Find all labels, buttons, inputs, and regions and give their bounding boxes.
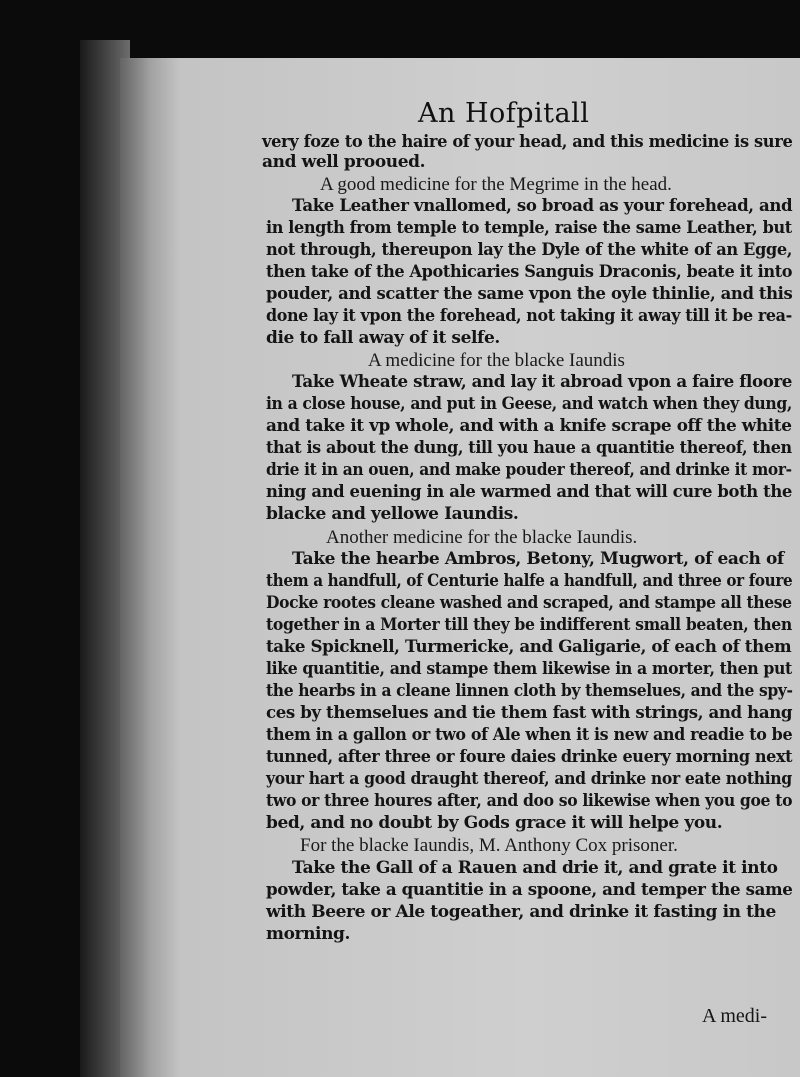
text-line: and take it vp whole, and with a knife scrape off the white [266, 416, 792, 436]
text-line: the hearbs in a cleane linnen cloth by themselues, and the spy- [266, 681, 793, 701]
text-line: Take Leather vnallomed, so broad as your forehead, and [292, 196, 793, 216]
text-line: in a close house, and put in Geese, and watch when they dung, [266, 394, 792, 414]
text-line: blacke and yellowe Iaundis. [266, 504, 519, 524]
text-line: together in a Morter till they be indifferent small beaten, then [266, 615, 792, 635]
text-line: not through, thereupon lay the Dyle of the white of an Egge, [266, 240, 793, 260]
text-line: with Beere or Ale togeather, and drinke it fasting in the [266, 902, 776, 922]
text-line: powder, take a quantitie in a spoone, and temper the same [266, 880, 793, 900]
text-line: them in a gallon or two of Ale when it is new and readie to be [266, 725, 793, 745]
text-line: done lay it vpon the forehead, not taking it away till it be rea- [266, 306, 792, 326]
heading-line: A medicine for the blacke Iaundis [368, 350, 625, 371]
text-line: and well prooued. [262, 152, 426, 172]
text-line: that is about the dung, till you haue a quantitie thereof, then [266, 438, 792, 458]
text-line: ning and euening in ale warmed and that will cure both the [266, 482, 792, 502]
text-line: ces by themselues and tie them fast with strings, and hang [266, 703, 793, 723]
heading-line: Another medicine for the blacke Iaundis. [326, 527, 638, 548]
text-line: in length from temple to temple, raise the same Leather, but [266, 218, 792, 238]
running-head: An Hofpitall [418, 98, 590, 129]
text-line: two or three houres after, and doo so likewise when you goe to [266, 791, 793, 811]
heading-line: A good medicine for the Megrime in the head. [320, 174, 672, 195]
text-line: Take Wheate straw, and lay it abroad vpon a faire floore [292, 372, 793, 392]
text-line: Docke rootes cleane washed and scraped, and stampe all these [266, 593, 792, 613]
text-line: Take the Gall of a Rauen and drie it, and grate it into [292, 858, 778, 878]
text-line: pouder, and scatter the same vpon the oyle thinlie, and this [266, 284, 793, 304]
text-line: tunned, after three or foure daies drinke euery morning next [266, 747, 793, 767]
text-line: then take of the Apothicaries Sanguis Draconis, beate it into [266, 262, 793, 282]
text-line: morning. [266, 924, 351, 944]
text-line: like quantitie, and stampe them likewise in a morter, then put [266, 659, 792, 679]
text-line: your hart a good draught thereof, and drinke nor eate nothing [266, 769, 792, 789]
text-line: drie it in an ouen, and make pouder thereof, and drinke it mor- [266, 460, 792, 480]
heading-line: For the blacke Iaundis, M. Anthony Cox prisoner. [300, 835, 678, 856]
page-shadow [120, 58, 180, 1077]
catchword: A medi- [702, 1005, 767, 1027]
text-line: take Spicknell, Turmericke, and Galigarie, of each of them [266, 637, 792, 657]
text-line: very foze to the haire of your head, and this medicine is sure [262, 132, 793, 152]
text-line: Take the hearbe Ambros, Betony, Mugwort, of each of [292, 549, 784, 569]
text-line: die to fall away of it selfe. [266, 328, 500, 348]
text-line: them a handfull, of Centurie halfe a handfull, and three or foure [266, 571, 793, 591]
text-line: bed, and no doubt by Gods grace it will helpe you. [266, 813, 723, 833]
